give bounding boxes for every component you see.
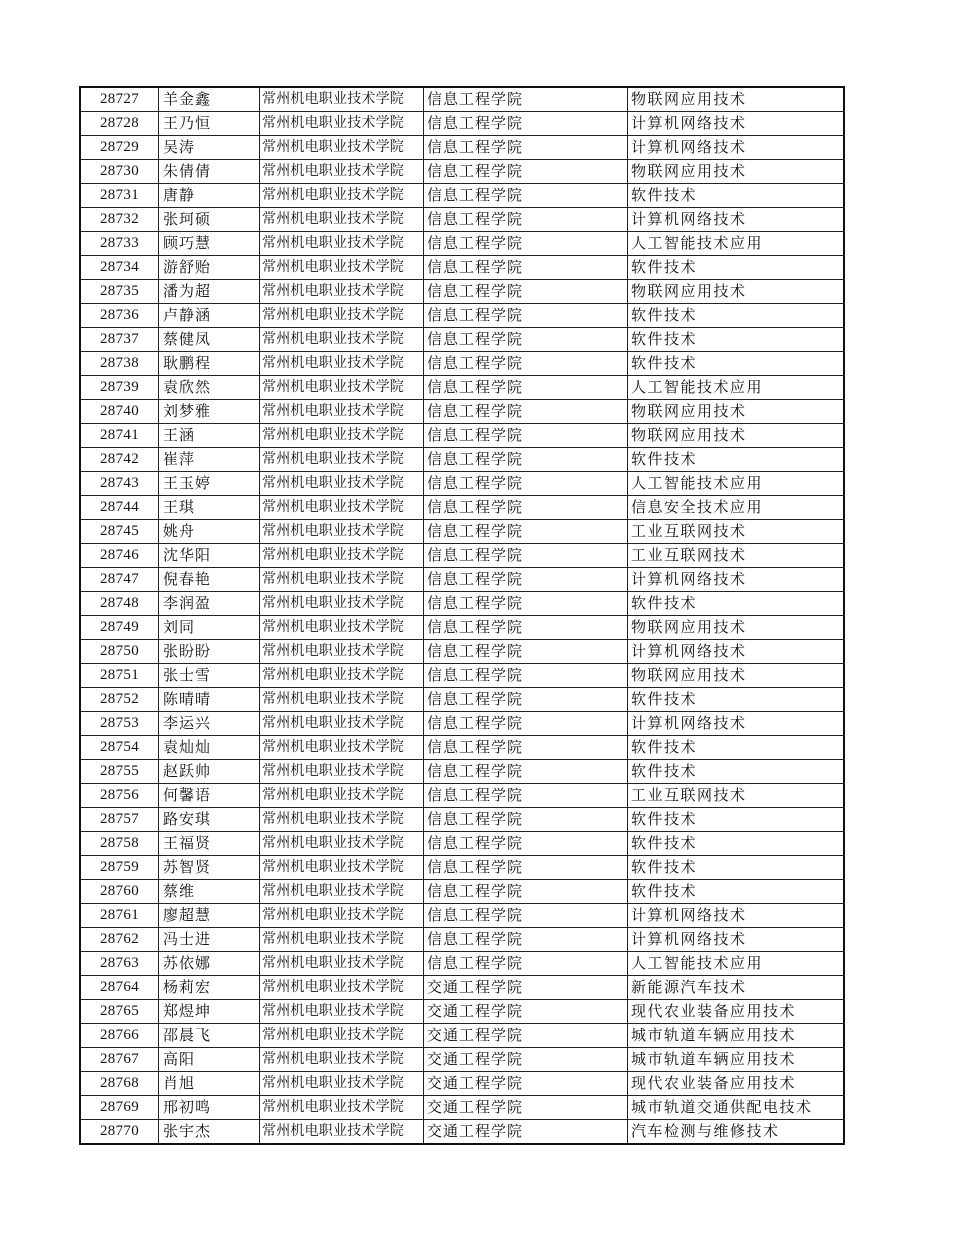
college-cell: 信息工程学院 [424,784,628,808]
major-cell: 软件技术 [628,448,845,472]
table-row [80,160,844,184]
student-name-cell: 苏依娜 [159,952,260,976]
school-cell: 常州机电职业技术学院 [260,448,424,472]
student-name-cell: 苏智贤 [159,856,260,880]
table-row [80,1096,844,1120]
student-id-cell: 28765 [80,1000,159,1024]
school-cell: 常州机电职业技术学院 [260,352,424,376]
student-id-cell: 28729 [80,136,159,160]
student-id-cell: 28766 [80,1024,159,1048]
school-cell: 常州机电职业技术学院 [260,928,424,952]
major-cell: 人工智能技术应用 [628,232,845,256]
college-cell: 信息工程学院 [424,256,628,280]
major-cell: 现代农业装备应用技术 [628,1000,845,1024]
school-cell: 常州机电职业技术学院 [260,1072,424,1096]
school-cell: 常州机电职业技术学院 [260,1000,424,1024]
student-id-cell: 28727 [80,87,159,112]
major-cell: 物联网应用技术 [628,400,845,424]
student-name-cell: 廖超慧 [159,904,260,928]
student-id-cell: 28734 [80,256,159,280]
college-cell: 交通工程学院 [424,976,628,1000]
college-cell: 信息工程学院 [424,424,628,448]
table-row [80,880,844,904]
student-id-cell: 28768 [80,1072,159,1096]
table-row [80,448,844,472]
college-cell: 信息工程学院 [424,87,628,112]
major-cell: 软件技术 [628,328,845,352]
school-cell: 常州机电职业技术学院 [260,136,424,160]
major-cell: 计算机网络技术 [628,136,845,160]
school-cell: 常州机电职业技术学院 [260,280,424,304]
school-cell: 常州机电职业技术学院 [260,976,424,1000]
student-id-cell: 28730 [80,160,159,184]
major-cell: 现代农业装备应用技术 [628,1072,845,1096]
table-row [80,520,844,544]
table-row [80,208,844,232]
student-id-cell: 28748 [80,592,159,616]
major-cell: 软件技术 [628,592,845,616]
student-name-cell: 张宇杰 [159,1120,260,1145]
college-cell: 信息工程学院 [424,664,628,688]
school-cell: 常州机电职业技术学院 [260,808,424,832]
school-cell: 常州机电职业技术学院 [260,304,424,328]
college-cell: 信息工程学院 [424,160,628,184]
student-name-cell: 朱倩倩 [159,160,260,184]
student-id-cell: 28741 [80,424,159,448]
major-cell: 计算机网络技术 [628,904,845,928]
school-cell: 常州机电职业技术学院 [260,1048,424,1072]
school-cell: 常州机电职业技术学院 [260,400,424,424]
student-id-cell: 28737 [80,328,159,352]
table-row [80,976,844,1000]
major-cell: 计算机网络技术 [628,928,845,952]
student-name-cell: 潘为超 [159,280,260,304]
school-cell: 常州机电职业技术学院 [260,544,424,568]
major-cell: 城市轨道车辆应用技术 [628,1048,845,1072]
table-row [80,400,844,424]
college-cell: 信息工程学院 [424,736,628,760]
college-cell: 信息工程学院 [424,304,628,328]
school-cell: 常州机电职业技术学院 [260,664,424,688]
school-cell: 常州机电职业技术学院 [260,760,424,784]
student-id-cell: 28747 [80,568,159,592]
school-cell: 常州机电职业技术学院 [260,616,424,640]
major-cell: 城市轨道车辆应用技术 [628,1024,845,1048]
college-cell: 交通工程学院 [424,1048,628,1072]
major-cell: 软件技术 [628,304,845,328]
student-name-cell: 陈晴晴 [159,688,260,712]
student-id-cell: 28733 [80,232,159,256]
student-name-cell: 袁欣然 [159,376,260,400]
major-cell: 物联网应用技术 [628,160,845,184]
school-cell: 常州机电职业技术学院 [260,832,424,856]
college-cell: 交通工程学院 [424,1096,628,1120]
student-name-cell: 李润盈 [159,592,260,616]
school-cell: 常州机电职业技术学院 [260,736,424,760]
major-cell: 软件技术 [628,688,845,712]
table-row [80,1048,844,1072]
major-cell: 人工智能技术应用 [628,376,845,400]
table-row [80,256,844,280]
table-row [80,808,844,832]
student-id-cell: 28750 [80,640,159,664]
student-id-cell: 28740 [80,400,159,424]
college-cell: 信息工程学院 [424,112,628,136]
student-name-cell: 李运兴 [159,712,260,736]
student-name-cell: 赵跃帅 [159,760,260,784]
table-row [80,1024,844,1048]
major-cell: 软件技术 [628,880,845,904]
college-cell: 信息工程学院 [424,280,628,304]
college-cell: 信息工程学院 [424,376,628,400]
student-id-cell: 28745 [80,520,159,544]
table-row [80,424,844,448]
college-cell: 信息工程学院 [424,496,628,520]
student-id-cell: 28744 [80,496,159,520]
table-row [80,784,844,808]
college-cell: 信息工程学院 [424,856,628,880]
school-cell: 常州机电职业技术学院 [260,256,424,280]
student-name-cell: 沈华阳 [159,544,260,568]
major-cell: 工业互联网技术 [628,544,845,568]
college-cell: 信息工程学院 [424,448,628,472]
school-cell: 常州机电职业技术学院 [260,784,424,808]
roster-body [80,87,844,1144]
college-cell: 交通工程学院 [424,1072,628,1096]
student-name-cell: 王琪 [159,496,260,520]
student-id-cell: 28764 [80,976,159,1000]
school-cell: 常州机电职业技术学院 [260,184,424,208]
student-id-cell: 28743 [80,472,159,496]
table-row [80,832,844,856]
school-cell: 常州机电职业技术学院 [260,160,424,184]
student-id-cell: 28763 [80,952,159,976]
student-id-cell: 28757 [80,808,159,832]
table-row [80,712,844,736]
college-cell: 信息工程学院 [424,592,628,616]
student-id-cell: 28742 [80,448,159,472]
school-cell: 常州机电职业技术学院 [260,1024,424,1048]
student-name-cell: 张盼盼 [159,640,260,664]
table-row [80,304,844,328]
college-cell: 信息工程学院 [424,208,628,232]
student-name-cell: 王涵 [159,424,260,448]
student-name-cell: 刘同 [159,616,260,640]
student-id-cell: 28738 [80,352,159,376]
major-cell: 城市轨道交通供配电技术 [628,1096,845,1120]
student-name-cell: 刘梦雅 [159,400,260,424]
major-cell: 计算机网络技术 [628,112,845,136]
major-cell: 计算机网络技术 [628,208,845,232]
student-id-cell: 28728 [80,112,159,136]
student-id-cell: 28761 [80,904,159,928]
student-name-cell: 羊金鑫 [159,87,260,112]
student-name-cell: 肖旭 [159,1072,260,1096]
table-row [80,496,844,520]
major-cell: 软件技术 [628,832,845,856]
table-row [80,928,844,952]
college-cell: 信息工程学院 [424,904,628,928]
college-cell: 信息工程学院 [424,688,628,712]
student-name-cell: 张珂硕 [159,208,260,232]
table-row [80,736,844,760]
school-cell: 常州机电职业技术学院 [260,328,424,352]
table-row [80,592,844,616]
college-cell: 信息工程学院 [424,184,628,208]
major-cell: 软件技术 [628,352,845,376]
student-id-cell: 28736 [80,304,159,328]
college-cell: 信息工程学院 [424,640,628,664]
school-cell: 常州机电职业技术学院 [260,424,424,448]
student-id-cell: 28731 [80,184,159,208]
student-id-cell: 28755 [80,760,159,784]
table-row [80,664,844,688]
major-cell: 软件技术 [628,856,845,880]
college-cell: 交通工程学院 [424,1024,628,1048]
student-name-cell: 游舒贻 [159,256,260,280]
student-name-cell: 吴涛 [159,136,260,160]
major-cell: 工业互联网技术 [628,784,845,808]
student-id-cell: 28739 [80,376,159,400]
major-cell: 物联网应用技术 [628,280,845,304]
student-name-cell: 顾巧慧 [159,232,260,256]
college-cell: 信息工程学院 [424,352,628,376]
table-row [80,952,844,976]
college-cell: 信息工程学院 [424,400,628,424]
student-id-cell: 28752 [80,688,159,712]
student-id-cell: 28751 [80,664,159,688]
major-cell: 人工智能技术应用 [628,952,845,976]
school-cell: 常州机电职业技术学院 [260,1120,424,1145]
student-id-cell: 28754 [80,736,159,760]
student-name-cell: 郑煜坤 [159,1000,260,1024]
table-row [80,280,844,304]
student-id-cell: 28769 [80,1096,159,1120]
table-row [80,1000,844,1024]
school-cell: 常州机电职业技术学院 [260,232,424,256]
student-id-cell: 28749 [80,616,159,640]
school-cell: 常州机电职业技术学院 [260,592,424,616]
student-name-cell: 王福贤 [159,832,260,856]
college-cell: 信息工程学院 [424,232,628,256]
student-name-cell: 王玉婷 [159,472,260,496]
table-row [80,640,844,664]
student-id-cell: 28735 [80,280,159,304]
student-name-cell: 蔡健凤 [159,328,260,352]
student-name-cell: 冯士进 [159,928,260,952]
student-name-cell: 邢初鸣 [159,1096,260,1120]
college-cell: 信息工程学院 [424,832,628,856]
table-row [80,232,844,256]
school-cell: 常州机电职业技术学院 [260,688,424,712]
major-cell: 人工智能技术应用 [628,472,845,496]
major-cell: 计算机网络技术 [628,568,845,592]
school-cell: 常州机电职业技术学院 [260,87,424,112]
student-name-cell: 何馨语 [159,784,260,808]
major-cell: 计算机网络技术 [628,712,845,736]
student-name-cell: 张士雪 [159,664,260,688]
college-cell: 信息工程学院 [424,136,628,160]
major-cell: 计算机网络技术 [628,640,845,664]
student-name-cell: 耿鹏程 [159,352,260,376]
major-cell: 工业互联网技术 [628,520,845,544]
student-id-cell: 28767 [80,1048,159,1072]
table-row [80,376,844,400]
school-cell: 常州机电职业技术学院 [260,376,424,400]
school-cell: 常州机电职业技术学院 [260,496,424,520]
student-id-cell: 28753 [80,712,159,736]
student-id-cell: 28770 [80,1120,159,1145]
table-row [80,1072,844,1096]
student-id-cell: 28746 [80,544,159,568]
student-id-cell: 28762 [80,928,159,952]
major-cell: 汽车检测与维修技术 [628,1120,845,1145]
table-row [80,544,844,568]
table-row [80,136,844,160]
major-cell: 物联网应用技术 [628,664,845,688]
student-roster-table [79,86,845,1145]
student-name-cell: 路安琪 [159,808,260,832]
student-id-cell: 28759 [80,856,159,880]
table-row [80,688,844,712]
major-cell: 软件技术 [628,736,845,760]
school-cell: 常州机电职业技术学院 [260,520,424,544]
student-id-cell: 28758 [80,832,159,856]
college-cell: 信息工程学院 [424,616,628,640]
student-name-cell: 邵晨飞 [159,1024,260,1048]
student-id-cell: 28756 [80,784,159,808]
table-row [80,1120,844,1145]
student-name-cell: 姚舟 [159,520,260,544]
school-cell: 常州机电职业技术学院 [260,952,424,976]
school-cell: 常州机电职业技术学院 [260,112,424,136]
college-cell: 信息工程学院 [424,808,628,832]
student-name-cell: 袁灿灿 [159,736,260,760]
table-row [80,616,844,640]
college-cell: 信息工程学院 [424,712,628,736]
college-cell: 信息工程学院 [424,328,628,352]
school-cell: 常州机电职业技术学院 [260,1096,424,1120]
student-name-cell: 崔萍 [159,448,260,472]
student-name-cell: 倪春艳 [159,568,260,592]
table-row [80,352,844,376]
college-cell: 信息工程学院 [424,928,628,952]
table-row [80,904,844,928]
school-cell: 常州机电职业技术学院 [260,856,424,880]
major-cell: 信息安全技术应用 [628,496,845,520]
major-cell: 软件技术 [628,808,845,832]
major-cell: 物联网应用技术 [628,616,845,640]
school-cell: 常州机电职业技术学院 [260,904,424,928]
school-cell: 常州机电职业技术学院 [260,640,424,664]
student-name-cell: 卢静涵 [159,304,260,328]
college-cell: 信息工程学院 [424,760,628,784]
major-cell: 软件技术 [628,256,845,280]
college-cell: 信息工程学院 [424,568,628,592]
student-id-cell: 28760 [80,880,159,904]
student-name-cell: 王乃恒 [159,112,260,136]
student-name-cell: 杨莉宏 [159,976,260,1000]
major-cell: 物联网应用技术 [628,87,845,112]
table-row [80,760,844,784]
major-cell: 软件技术 [628,760,845,784]
college-cell: 信息工程学院 [424,880,628,904]
college-cell: 信息工程学院 [424,952,628,976]
major-cell: 新能源汽车技术 [628,976,845,1000]
school-cell: 常州机电职业技术学院 [260,208,424,232]
table-row [80,472,844,496]
table-row [80,328,844,352]
school-cell: 常州机电职业技术学院 [260,568,424,592]
table-row [80,856,844,880]
major-cell: 软件技术 [628,184,845,208]
student-name-cell: 高阳 [159,1048,260,1072]
student-name-cell: 唐静 [159,184,260,208]
college-cell: 信息工程学院 [424,544,628,568]
student-id-cell: 28732 [80,208,159,232]
college-cell: 交通工程学院 [424,1120,628,1145]
college-cell: 信息工程学院 [424,520,628,544]
table-row [80,568,844,592]
table-row [80,112,844,136]
college-cell: 交通工程学院 [424,1000,628,1024]
school-cell: 常州机电职业技术学院 [260,880,424,904]
school-cell: 常州机电职业技术学院 [260,712,424,736]
major-cell: 物联网应用技术 [628,424,845,448]
table-row [80,184,844,208]
school-cell: 常州机电职业技术学院 [260,472,424,496]
college-cell: 信息工程学院 [424,472,628,496]
student-name-cell: 蔡维 [159,880,260,904]
table-row [80,87,844,112]
